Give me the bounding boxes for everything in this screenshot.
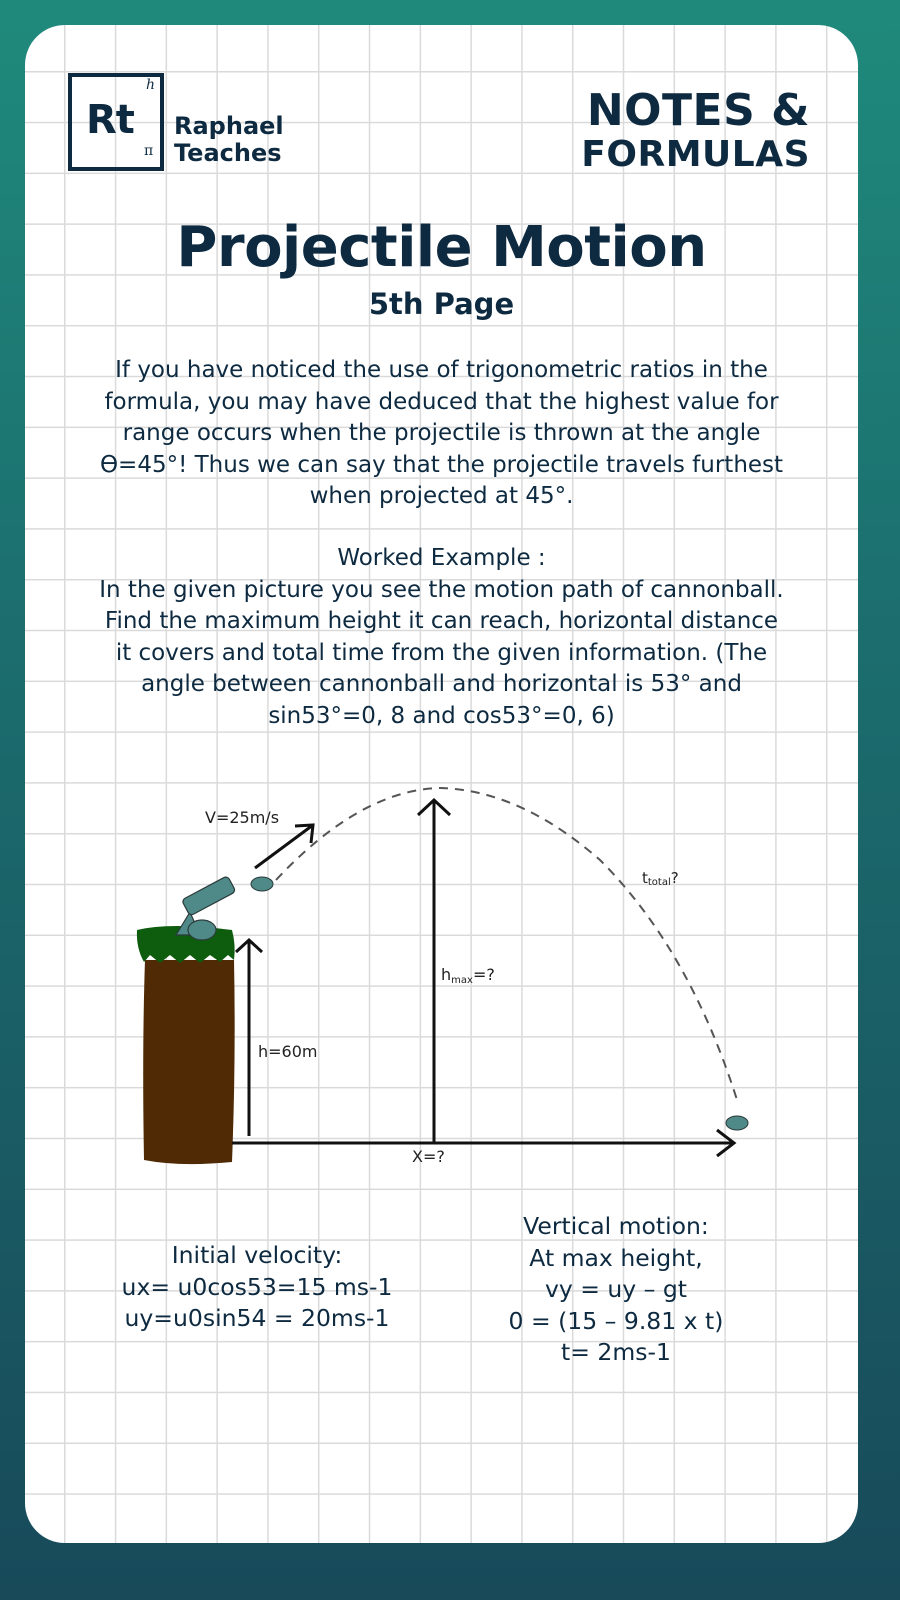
series-label: NOTES & FORMULAS [581,85,810,175]
svg-text:ttotal?: ttotal? [642,869,679,888]
height-arrow [236,940,262,1136]
worked-example: Worked Example : In the given picture you see the motion path of cannonball. Find the maximum height it can reach, horizontal distance it covers and total time from the given information. (The angle between cannonball and horizontal is 53° and sin53°=0, 8 and cos53°=0, 6) [55,543,828,732]
svg-text:hmax=?: hmax=? [441,965,495,986]
initial-velocity-block: Initial velocity: ux= u0cos53=15 ms-1 uy=u0sin54 = 20ms-1 [121,1241,393,1332]
logo-pi-symbol: π [144,143,154,159]
svg-text:X=?: X=? [412,1147,445,1166]
velocity-arrow [255,825,313,868]
intro-paragraph: If you have noticed the use of trigonometric ratios in the formula, you may have deduced that the highest value for range occurs when the projectile is thrown at the angle ϴ=45°! Thus we can say that the projectile travels furthest when projected at 45°. [99,357,784,509]
svg-text:V=25m/s: V=25m/s [205,808,280,827]
cannonball-start [251,877,273,891]
cannonball-landing [726,1116,748,1130]
worked-example-heading: Worked Example : [337,545,546,571]
svg-text:h=60m: h=60m [258,1042,318,1061]
trajectory-path [276,788,738,1103]
logo-h-symbol: h [146,77,156,93]
page-title: Projectile Motion [176,215,707,280]
page-subtitle: 5th Page [368,287,515,321]
logo-name: Raphael Teaches [174,112,284,167]
logo-mark: Rt [86,97,134,143]
vertical-motion-block: Vertical motion: At max height, vy = uy – gt 0 = (15 – 9.81 x t) t= 2ms-1 [508,1212,724,1366]
x-axis-arrow [232,1130,734,1156]
cliff [143,960,234,1164]
notes-card [25,25,858,1543]
